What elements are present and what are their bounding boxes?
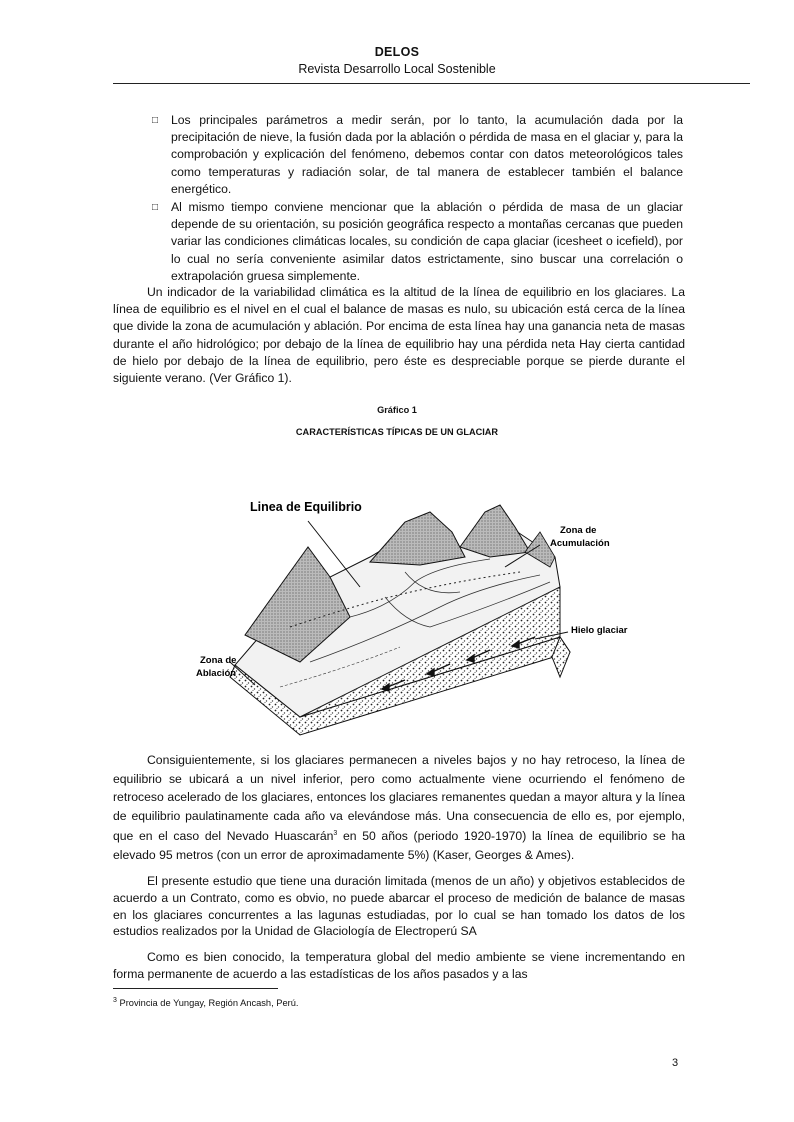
label-accumulation-1: Zona de <box>560 525 597 536</box>
figure-number: Gráfico 1 <box>377 405 417 415</box>
bullet-marker: □ <box>152 202 159 213</box>
paragraph-huascaran <box>113 751 685 865</box>
paragraph-study-scope: El presente estudio que tiene una duración limitada (menos de un año) y objetivos establecidos de acuerdo a un Contrato, como es obvio, no puede abarcar el proceso de medición de balance de masas en los glaciares concurrentes a las lagunas estudiadas, por lo cual se han tomado los datos de los estudios realizados por la Unidad de Glaciología de Electroperú SA <box>113 874 685 939</box>
paragraph-temperature: Como es bien conocido, la temperatura global del medio ambiente se viene incrementando en forma permanente de acuerdo a las estadísticas de los años pasados y a las <box>113 950 685 982</box>
footnote <box>113 997 299 1008</box>
label-accumulation-2: Acumulación <box>550 538 610 549</box>
bullet-marker: □ <box>152 115 159 126</box>
footnote-ref: 3 <box>333 830 338 838</box>
label-equilibrium: Linea de Equilibrio <box>250 500 362 514</box>
figure-title: CARACTERÍSTICAS TÍPICAS DE UN GLACIAR <box>295 427 499 437</box>
mountain-right <box>460 505 530 557</box>
p2-text-before: Consiguientemente, si los glaciares permanecen a niveles bajos y no hay retroceso, la línea de equilibrio se ubicará a un nivel inferior, pero como actualmente viene ocurriendo el fenómeno de retroceso acelerado de los glaciares, entonces los glaciares remanentes quedan a mayor altura y la línea de equilibrio paulatinamente cada año va elevándose más. Una consecuencia de ello es, por ejemplo, que en el caso del Nevado Huascarán <box>113 753 685 844</box>
journal-subtitle: Revista Desarrollo Local Sostenible <box>298 62 496 76</box>
glacier-diagram <box>190 487 660 742</box>
p2-text-after: en 50 años (periodo 1920-1970) la línea de equilibrio se ha elevado 95 metros (con un error de aproximadamente 5%) (Kaser, Georges & Ames). <box>113 829 685 863</box>
label-ablation-2: Ablación <box>196 668 237 679</box>
bullet-item <box>152 199 683 285</box>
label-ice: Hielo glaciar <box>571 625 628 636</box>
footnote-rule <box>113 988 278 989</box>
label-ablation-1: Zona de <box>200 655 237 666</box>
bullet-text: Los principales parámetros a medir serán, por lo tanto, la acumulación dada por la precipitación de nieve, la fusión dada por la ablación o pérdida de masa en el glaciar y, para la comprobación y explicación del fenómeno, debemos contar con datos meteorológicos tales como temperaturas y radiación solar, de tal manera de establecer también el balance energético. <box>171 113 683 196</box>
footnote-text: Provincia de Yungay, Región Ancash, Perú. <box>116 998 299 1009</box>
page-number: 3 <box>672 1057 679 1069</box>
mountain-center <box>370 512 465 565</box>
paragraph-equilibrium-line: Un indicador de la variabilidad climática es la altitud de la línea de equilibrio en los glaciares. La línea de equilibrio es el nivel en el cual el balance de masas es nulo, su ubicación está cerca de la línea que divide la zona de acumulación y ablación. Por encima de esta línea hay una ganancia neta de masas durante el año hidrológico; por debajo de la línea de equilibrio hay una pérdida neta Hay cierta cantidad de hielo por debajo de la línea de equilibrio, pero éste es despreciable porque se pierde durante el siguiente verano. (Ver Gráfico 1). <box>113 285 685 386</box>
bullet-text: Al mismo tiempo conviene mencionar que la ablación o pérdida de masa de un glaciar depende de su orientación, su posición geográfica respecto a montañas cercanas que pueden variar las condiciones climáticas locales, su condición de capa glaciar (icesheet o icefield), por lo cual no sería conveniente asimilar datos estrictamente, sino buscar una correlación o extrapolación gruesa simplemente. <box>171 200 683 283</box>
bullet-item <box>152 112 683 198</box>
footnote-mark: 3 <box>113 997 117 1004</box>
header-rule <box>113 83 750 84</box>
journal-name: DELOS <box>374 45 420 59</box>
